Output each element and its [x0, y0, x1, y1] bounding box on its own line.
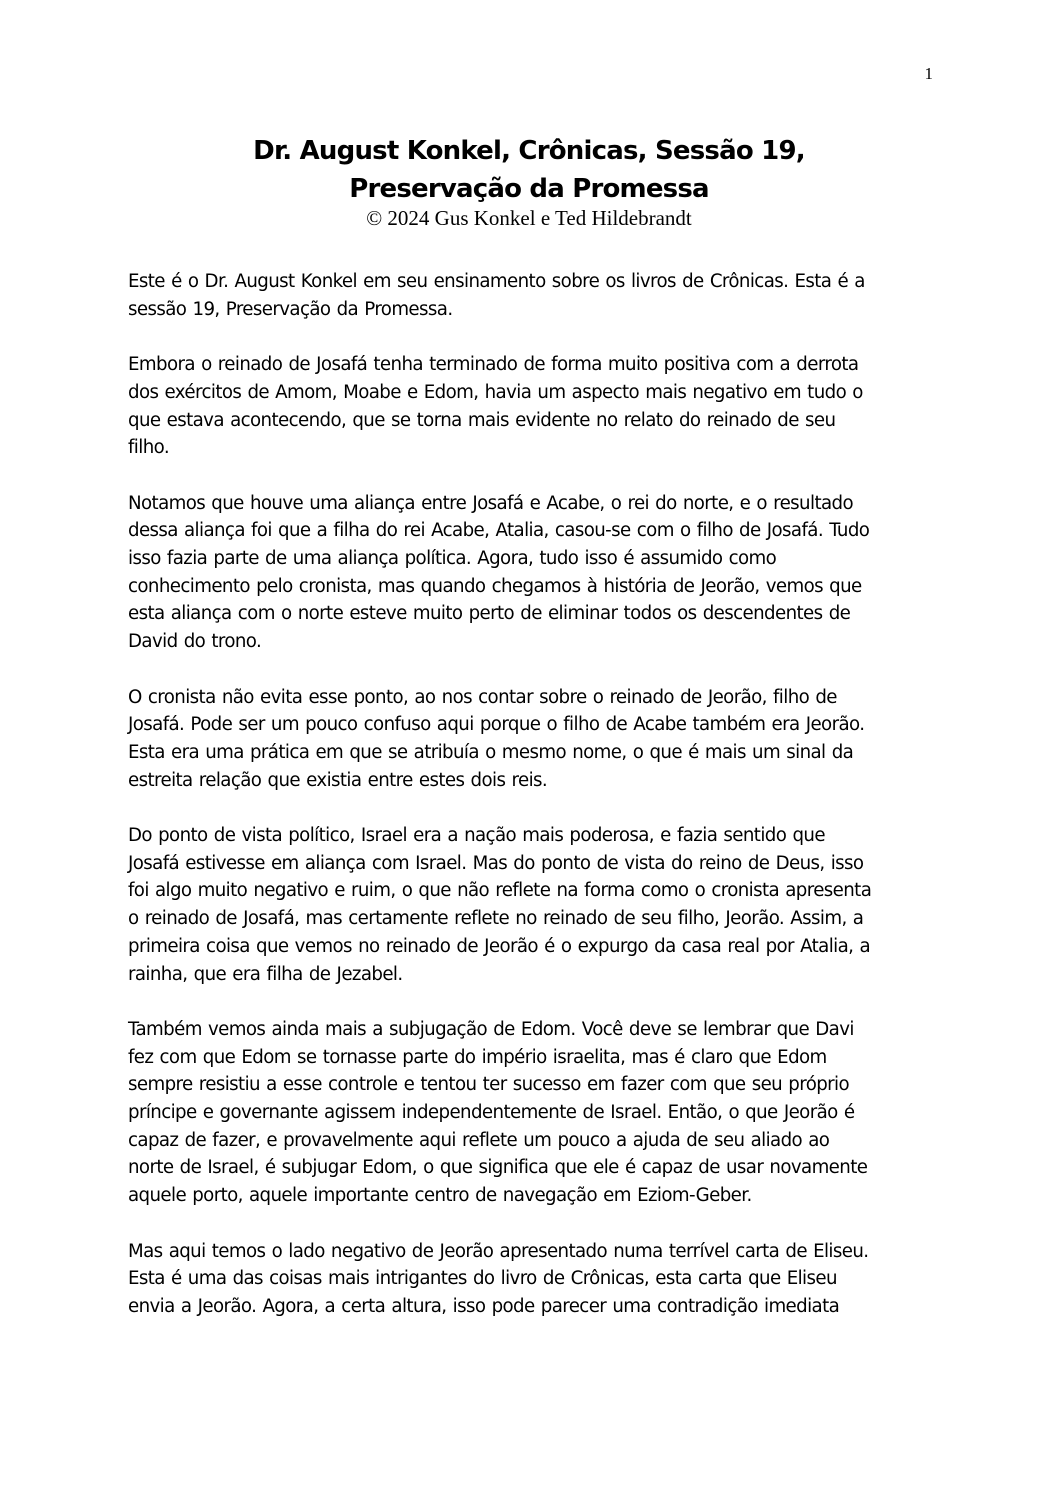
text-line: isso fazia parte de uma aliança política. Agora, tudo isso é assumido como: [128, 548, 777, 569]
text-line: Mas aqui temos o lado negativo de Jeorão apresentado numa terrível carta de Eliseu.: [128, 1240, 869, 1262]
paragraph: [128, 1238, 933, 1321]
document-title-line-1: Dr. August Konkel, Crônicas, Sessão 19,: [253, 136, 805, 166]
text-line: Este é o Dr. August Konkel em seu ensinamento sobre os livros de Crônicas. Esta é a: [128, 271, 865, 292]
text-line: O cronista não evita esse ponto, ao nos contar sobre o reinado de Jeorão, filho de: [128, 686, 837, 708]
text-line: estreita relação que existia entre estes dois reis.: [128, 769, 548, 791]
text-line: Esta era uma prática em que se atribuía o mesmo nome, o que é mais um sinal da: [128, 741, 854, 763]
text-line: norte de Israel, é subjugar Edom, o que significa que ele é capaz de usar novamente: [128, 1157, 868, 1179]
text-line: o reinado de Josafá, mas certamente reflete no reinado de seu filho, Jeorão. Assim, a: [128, 908, 864, 930]
text-line: Josafá estivesse em aliança com Israel. Mas do ponto de vista do reino de Deus, isso: [128, 852, 864, 874]
text-line: Do ponto de vista político, Israel era a nação mais poderosa, e fazia sentido que: [128, 825, 825, 846]
paragraph: [128, 268, 933, 323]
document-body: [128, 268, 933, 1348]
paragraph: [128, 684, 933, 795]
text-line: foi algo muito negativo e ruim, o que não reflete na forma como o cronista apresenta: [128, 880, 872, 902]
text-line: capaz de fazer, e provavelmente aqui reflete um pouco a ajuda de seu aliado ao: [128, 1129, 830, 1151]
text-line: Esta é uma das coisas mais intrigantes do livro de Crônicas, esta carta que Eliseu: [128, 1268, 837, 1290]
text-line: rainha, que era filha de Jezabel.: [128, 963, 403, 985]
text-line: Embora o reinado de Josafá tenha terminado de forma muito positiva com a derrota: [128, 354, 859, 376]
text-line: conhecimento pelo cronista, mas quando chegamos à história de Jeorão, vemos que: [128, 575, 862, 597]
text-line: Também vemos ainda mais a subjugação de Edom. Você deve se lembrar que Davi: [128, 1018, 854, 1040]
title-block: [128, 132, 930, 231]
document-title-line-2: Preservação da Promessa: [349, 174, 709, 204]
text-line: envia a Jeorão. Agora, a certa altura, isso pode parecer uma contradição imediata: [128, 1295, 840, 1317]
text-line: David do trono.: [128, 631, 262, 653]
text-line: filho.: [128, 437, 170, 459]
text-line: Josafá. Pode ser um pouco confuso aqui porque o filho de Acabe também era Jeorão.: [128, 714, 865, 736]
paragraph: [128, 490, 933, 656]
paragraph: [128, 1016, 933, 1210]
text-line: príncipe e governante agissem independentemente de Israel. Então, o que Jeorão é: [128, 1102, 855, 1124]
paragraph: [128, 351, 933, 462]
text-line: Notamos que houve uma aliança entre Josafá e Acabe, o rei do norte, e o resultado: [128, 492, 853, 514]
text-line: dessa aliança foi que a filha do rei Acabe, Atalia, casou-se com o filho de Josafá. Tudo: [128, 520, 870, 542]
text-line: sessão 19, Preservação da Promessa.: [128, 298, 453, 320]
copyright-notice: © 2024 Gus Konkel e Ted Hildebrandt: [366, 206, 692, 230]
page-number: 1: [924, 64, 933, 83]
text-line: aquele porto, aquele importante centro de navegação em Eziom-Geber.: [128, 1185, 752, 1207]
text-line: que estava acontecendo, que se torna mais evidente no relato do reinado de seu: [128, 409, 836, 431]
text-line: esta aliança com o norte esteve muito perto de eliminar todos os descendentes de: [128, 603, 851, 625]
text-line: sempre resistiu a esse controle e tentou ter sucesso em fazer com que seu próprio: [128, 1074, 850, 1096]
paragraph: [128, 822, 933, 988]
text-line: dos exércitos de Amom, Moabe e Edom, havia um aspecto mais negativo em tudo o: [128, 381, 863, 403]
text-line: fez com que Edom se tornasse parte do império israelita, mas é claro que Edom: [128, 1046, 827, 1068]
text-line: primeira coisa que vemos no reinado de Jeorão é o expurgo da casa real por Atalia, a: [128, 935, 871, 957]
